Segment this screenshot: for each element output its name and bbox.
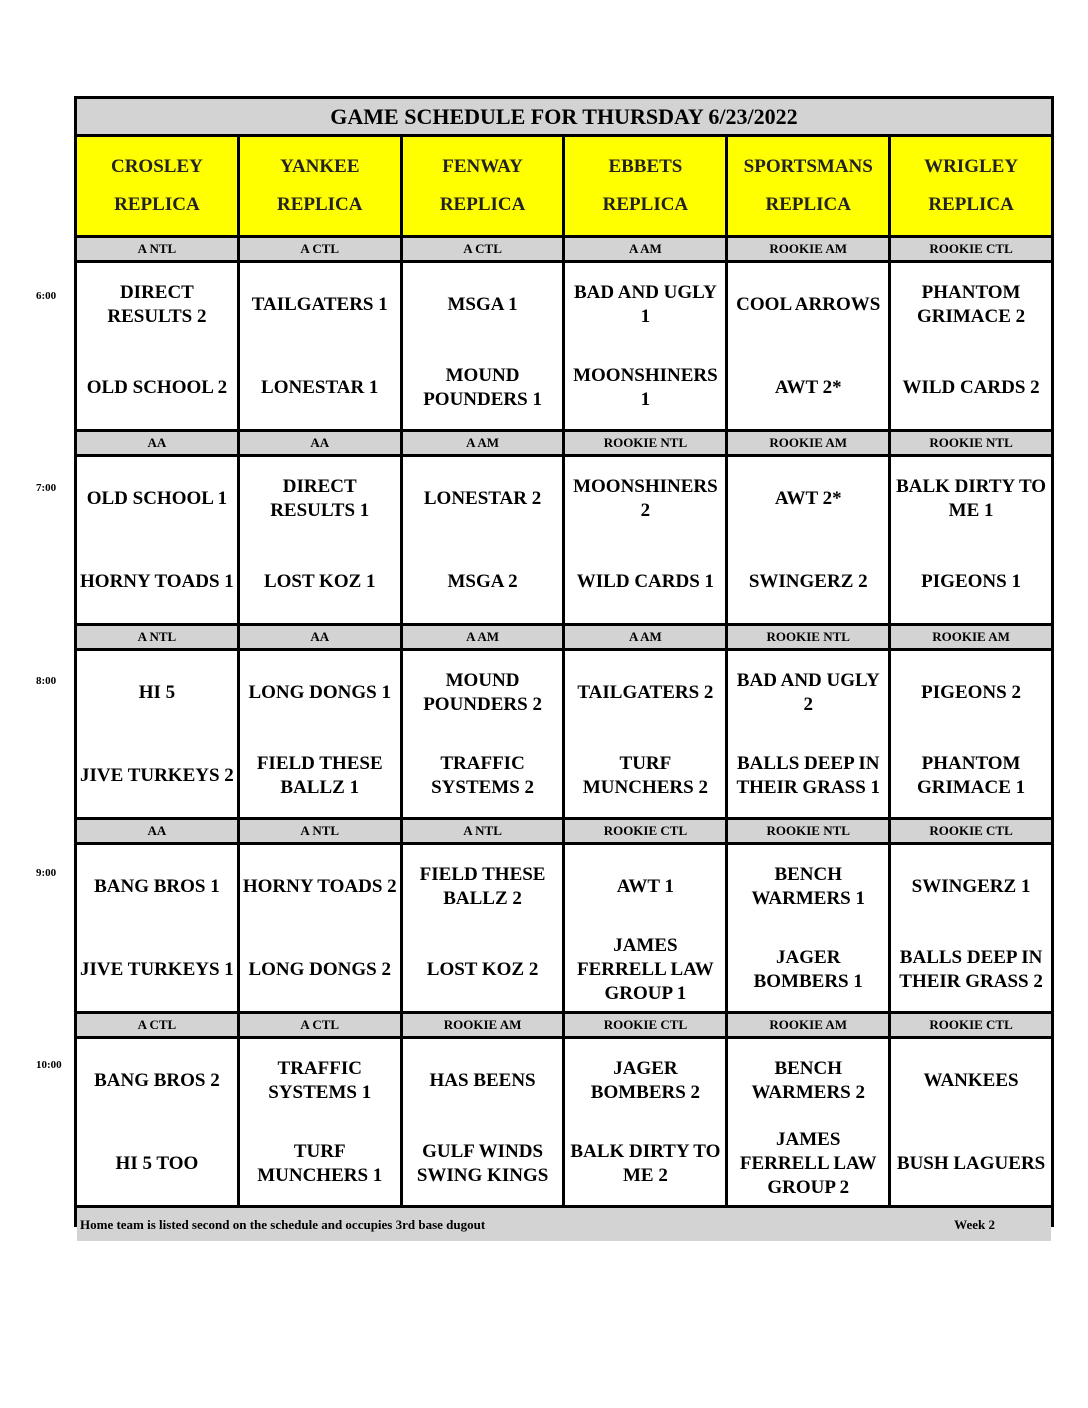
time-label: 8:00: [36, 675, 57, 687]
home-team: HI 5 TOO: [115, 1152, 199, 1174]
time-label: 9:00: [36, 867, 57, 879]
division-label: ROOKIE NTL: [891, 432, 1051, 454]
field-name: SPORTSMANS: [743, 156, 873, 177]
home-team: MOUND POUNDERS 1: [423, 364, 542, 410]
division-label: A AM: [565, 626, 725, 648]
away-team: DIRECT RESULTS 1: [270, 475, 370, 521]
away-team: TAILGATERS 2: [577, 681, 714, 703]
game-cell: [403, 457, 563, 623]
game-cell: [240, 651, 400, 817]
home-team: BALLS DEEP IN THEIR GRASS 1: [736, 752, 881, 798]
away-team: WANKEES: [923, 1069, 1019, 1091]
away-team: PIGEONS 2: [921, 681, 1021, 703]
division-label: ROOKIE AM: [728, 238, 888, 260]
home-team: JAMES FERRELL LAW GROUP 2: [739, 1128, 877, 1198]
away-team: LONG DONGS 1: [248, 681, 391, 703]
field-name: EBBETS: [608, 156, 683, 177]
field-sub: REPLICA: [928, 194, 1014, 215]
away-team: HAS BEENS: [429, 1069, 536, 1091]
home-team: MSGA 2: [447, 570, 518, 592]
away-team: HI 5: [138, 681, 176, 703]
away-team: FIELD THESE BALLZ 2: [419, 863, 546, 909]
home-team: JIVE TURKEYS 2: [80, 764, 234, 786]
field-header-ebbets: [565, 137, 725, 235]
away-team: OLD SCHOOL 1: [86, 487, 228, 509]
home-team: HORNY TOADS 1: [80, 570, 234, 592]
home-team: JIVE TURKEYS 1: [80, 958, 234, 980]
game-cell: [565, 457, 725, 623]
game-cell: [891, 457, 1051, 623]
home-team: LONG DONGS 2: [248, 958, 391, 980]
division-label: A CTL: [77, 1014, 237, 1036]
division-label: A AM: [403, 626, 563, 648]
away-team: LONESTAR 2: [423, 487, 542, 509]
division-label: ROOKIE AM: [891, 626, 1051, 648]
home-team: WILD CARDS 2: [902, 376, 1040, 398]
away-team: AWT 2*: [774, 487, 842, 509]
home-team: BALLS DEEP IN THEIR GRASS 2: [899, 946, 1043, 992]
division-label: A AM: [565, 238, 725, 260]
field-header-sportsmans: [728, 137, 888, 235]
away-team: JAGER BOMBERS 2: [590, 1057, 701, 1103]
away-team: BANG BROS 1: [94, 875, 220, 897]
away-team: MSGA 1: [447, 293, 518, 315]
home-team: BUSH LAGUERS: [896, 1152, 1046, 1174]
home-team: BALK DIRTY TO ME 2: [570, 1140, 721, 1186]
home-team: LOST KOZ 1: [263, 570, 376, 592]
division-label: ROOKIE CTL: [891, 1014, 1051, 1036]
away-team: BENCH WARMERS 1: [751, 863, 865, 909]
division-label: A CTL: [240, 1014, 400, 1036]
home-team: TRAFFIC SYSTEMS 2: [431, 752, 535, 798]
game-cell: [403, 263, 563, 429]
division-label: A AM: [403, 432, 563, 454]
field-header-yankee: [240, 137, 400, 235]
division-label: A CTL: [240, 238, 400, 260]
schedule-footer: [77, 1208, 1051, 1241]
game-cell: [891, 845, 1051, 1011]
away-team: SWINGERZ 1: [911, 875, 1031, 897]
game-cell: [240, 1039, 400, 1205]
home-team: WILD CARDS 1: [576, 570, 715, 592]
game-cell: [240, 845, 400, 1011]
away-team: TRAFFIC SYSTEMS 1: [268, 1057, 372, 1103]
field-sub: REPLICA: [765, 194, 851, 215]
game-cell: [77, 1039, 237, 1205]
division-label: A NTL: [77, 626, 237, 648]
division-label: A NTL: [240, 820, 400, 842]
division-label: ROOKIE NTL: [728, 820, 888, 842]
away-team: BAD AND UGLY 2: [736, 669, 880, 715]
field-header-crosley: [77, 137, 237, 235]
division-label: ROOKIE NTL: [728, 626, 888, 648]
away-team: BAD AND UGLY 1: [573, 281, 717, 327]
away-team: MOUND POUNDERS 2: [423, 669, 542, 715]
field-sub: REPLICA: [276, 194, 363, 215]
division-label: ROOKIE NTL: [565, 432, 725, 454]
division-label: A NTL: [403, 820, 563, 842]
game-cell: [728, 1039, 888, 1205]
field-header-fenway: [403, 137, 563, 235]
game-cell: [240, 457, 400, 623]
away-team: HORNY TOADS 2: [242, 875, 397, 897]
division-label: ROOKIE CTL: [565, 1014, 725, 1036]
home-team: FIELD THESE BALLZ 1: [256, 752, 383, 798]
game-cell: [565, 845, 725, 1011]
game-cell: [77, 457, 237, 623]
game-cell: [403, 651, 563, 817]
field-sub: REPLICA: [439, 194, 526, 215]
schedule-title: GAME SCHEDULE FOR THURSDAY 6/23/2022: [77, 99, 1051, 134]
game-cell: [728, 457, 888, 623]
field-name: FENWAY: [442, 156, 523, 177]
away-team: COOL ARROWS: [736, 293, 881, 315]
away-team: BANG BROS 2: [94, 1069, 220, 1091]
home-team: JAMES FERRELL LAW GROUP 1: [577, 934, 714, 1004]
game-cell: [565, 263, 725, 429]
home-team: LONESTAR 1: [261, 376, 379, 398]
division-label: AA: [240, 432, 400, 454]
home-team: TURF MUNCHERS 1: [257, 1140, 383, 1186]
division-label: ROOKIE CTL: [565, 820, 725, 842]
division-label: A CTL: [403, 238, 563, 260]
game-cell: [891, 1039, 1051, 1205]
game-cell: [77, 263, 237, 429]
away-team: BENCH WARMERS 2: [751, 1057, 865, 1103]
game-cell: [77, 651, 237, 817]
field-sub: REPLICA: [602, 194, 689, 215]
home-team: AWT 2*: [774, 376, 842, 398]
division-label: AA: [240, 626, 400, 648]
division-label: ROOKIE AM: [728, 1014, 888, 1036]
field-name: WRIGLEY: [924, 156, 1019, 177]
division-label: AA: [77, 432, 237, 454]
game-cell: [565, 1039, 725, 1205]
home-team: OLD SCHOOL 2: [86, 376, 228, 398]
game-cell: [728, 845, 888, 1011]
week-label: Week 2: [954, 1216, 995, 1232]
home-team: LOST KOZ 2: [426, 958, 539, 980]
game-cell: [891, 651, 1051, 817]
time-label: 6:00: [36, 290, 57, 302]
schedule-table: [74, 96, 1054, 1232]
home-team: PIGEONS 1: [921, 570, 1021, 592]
away-team: BALK DIRTY TO ME 1: [896, 475, 1047, 521]
home-team: MOONSHINERS 1: [573, 364, 718, 410]
division-label: ROOKIE AM: [728, 432, 888, 454]
game-cell: [403, 1039, 563, 1205]
game-cell: [77, 845, 237, 1011]
home-team-note: Home team is listed second on the schedule and occupies 3rd base dugout: [80, 1216, 486, 1232]
time-label: 10:00: [36, 1059, 62, 1071]
game-cell: [240, 263, 400, 429]
field-name: YANKEE: [279, 156, 360, 177]
field-header-wrigley: [891, 137, 1051, 235]
division-label: ROOKIE AM: [403, 1014, 563, 1036]
game-cell: [728, 263, 888, 429]
away-team: AWT 1: [616, 875, 674, 897]
home-team: PHANTOM GRIMACE 1: [916, 752, 1026, 798]
game-cell: [891, 263, 1051, 429]
away-team: TAILGATERS 1: [251, 293, 388, 315]
home-team: JAGER BOMBERS 1: [753, 946, 863, 992]
division-label: ROOKIE CTL: [891, 238, 1051, 260]
home-team: GULF WINDS SWING KINGS: [416, 1140, 549, 1186]
time-label: 7:00: [36, 482, 57, 494]
away-team: MOONSHINERS 2: [573, 475, 718, 521]
game-cell: [565, 651, 725, 817]
home-team: SWINGERZ 2: [748, 570, 868, 592]
game-cell: [728, 651, 888, 817]
field-sub: REPLICA: [114, 194, 200, 215]
division-label: ROOKIE CTL: [891, 820, 1051, 842]
home-team: TURF MUNCHERS 2: [582, 752, 708, 798]
division-label: A NTL: [77, 238, 237, 260]
field-name: CROSLEY: [110, 156, 203, 177]
away-team: DIRECT RESULTS 2: [107, 281, 207, 327]
division-label: AA: [77, 820, 237, 842]
away-team: PHANTOM GRIMACE 2: [916, 281, 1026, 327]
game-cell: [403, 845, 563, 1011]
